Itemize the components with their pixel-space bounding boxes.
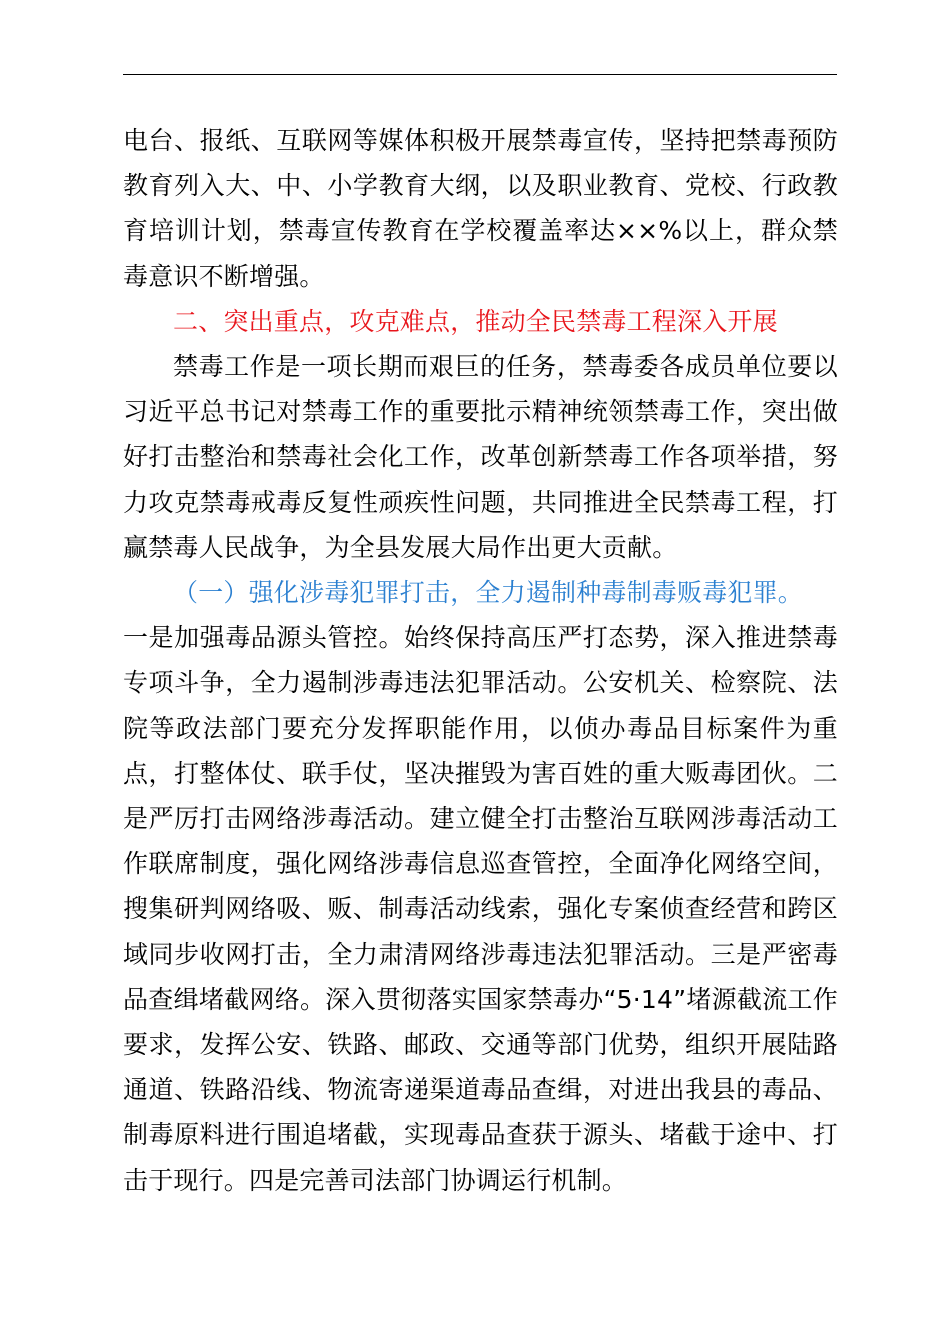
section-heading: 二、突出重点，攻克难点，推动全民禁毒工程深入开展 [173,306,778,336]
body-paragraph: 一是加强毒品源头管控。始终保持高压严打态势，深入推进禁毒专项斗争，全力遏制涉毒违法犯罪活动。公安机关、检察院、法院等政法部门要充分发挥职能作用，以侦办毒品目标案件为重点，打整体仗、联手仗，坚决摧毁为害百姓的重大贩毒团伙。二是严厉打击网络涉毒活动。建立健全打击整治互联网涉毒活动工作联席制度，强化网络涉毒信息巡查管控，全面净化网络空间，搜集研判网络吸、贩、制毒活动线索，强化专案侦查经营和跨区域同步收网打击，全力肃清网络涉毒违法犯罪活动。三是严密毒品查缉堵截网络。深入贯彻落实国家禁毒办“5·14”堵源截流工作要求，发挥公安、铁路、邮政、交通等部门优势，组织开展陆路通道、铁路沿线、物流寄递渠道毒品查缉，对进出我县的毒品、制毒原料进行围追堵截，实现毒品查获于源头、堵截于途中、打击于现行。四是完善司法部门协调运行机制。 [123,623,838,1195]
document-body [123,118,838,1203]
subsection-heading: （一）强化涉毒犯罪打击，全力遏制种毒制毒贩毒犯罪。 [173,578,804,608]
header-rule [123,74,837,75]
body-paragraph: 电台、报纸、互联网等媒体积极开展禁毒宣传，坚持把禁毒预防教育列入大、中、小学教育大纲，以及职业教育、党校、行政教育培训计划，禁毒宣传教育在学校覆盖率达××%以上，群众禁毒意识不断增强。 [123,126,838,291]
body-paragraph: 禁毒工作是一项长期而艰巨的任务，禁毒委各成员单位要以习近平总书记对禁毒工作的重要批示精神统领禁毒工作，突出做好打击整治和禁毒社会化工作，改革创新禁毒工作各项举措，努力攻克禁毒戒毒反复性顽疾性问题，共同推进全民禁毒工程，打赢禁毒人民战争，为全县发展大局作出更大贡献。 [123,352,838,562]
